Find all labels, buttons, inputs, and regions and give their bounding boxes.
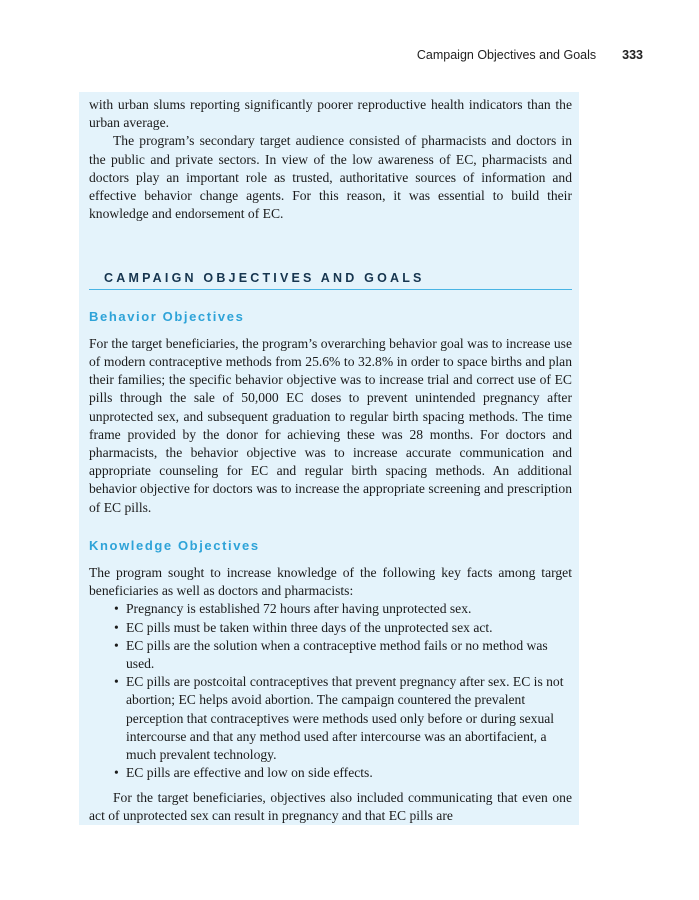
behavior-objectives-heading: Behavior Objectives	[89, 308, 245, 324]
fact-text: EC pills must be taken within three days of the unprotected sex act.	[126, 619, 493, 635]
running-head	[417, 48, 643, 62]
bullet-icon: •	[114, 619, 119, 635]
fact-text: EC pills are postcoital contraceptives that prevent pregnancy after sex. EC is not abortion; EC helps avoid abortion. The campaign countered the prevalent perception that contraceptives were methods used only before or during sexual intercourse and that any method used after intercourse was an abortifacient, a much prevalent technology.	[126, 674, 564, 763]
fact-text: Pregnancy is established 72 hours after having unprotected sex.	[126, 601, 472, 617]
section-heading: CAMPAIGN OBJECTIVES AND GOALS	[89, 269, 572, 289]
list-item	[114, 637, 572, 673]
page-body	[89, 96, 572, 825]
bullet-icon: •	[114, 674, 119, 690]
closing-paragraph: For the target beneficiaries, objectives also included communicating that even one act of unprotected sex can result in pregnancy and that EC pills are	[89, 789, 572, 823]
intro-paragraph-2: The program’s secondary target audience consisted of pharmacists and doctors in the public and private sectors. In view of the low awareness of EC, pharmacists and doctors play an important role as trusted, authoritative sources of information and effective behavior change agents. For this reason, it was essential to build their knowledge and endorsement of EC.	[89, 133, 572, 222]
bullet-icon: •	[114, 637, 119, 653]
page-number: 333	[622, 48, 643, 62]
list-item	[114, 673, 572, 764]
fact-text: EC pills are the solution when a contraceptive method fails or no method was used.	[126, 637, 548, 672]
list-item	[114, 600, 572, 618]
behavior-objectives-paragraph: For the target beneficiaries, the program’s overarching behavior goal was to increase use of modern contraceptive methods from 25.6% to 32.8% in order to space births and plan their families; the specific behavior objective was to increase trial and correct use of EC pills through the sale of 50,000 EC doses to prevent unintended pregnancy after unprotected sex, and subsequent graduation to regular birth spacing methods. The time frame provided by the donor for achieving these was 28 months. For doctors and pharmacists, the behavior objective was to increase accurate communication and appropriate counseling for EC and regular birth spacing methods. An additional behavior objective for doctors was to increase the appropriate screening and prescription of EC pills.	[89, 335, 572, 515]
key-facts-list	[89, 600, 572, 782]
list-item	[114, 619, 572, 637]
knowledge-objectives-intro: The program sought to increase knowledge of the following key facts among target beneficiaries as well as doctors and pharmacists:	[89, 565, 572, 599]
list-item	[114, 764, 572, 782]
bullet-icon: •	[114, 765, 119, 781]
bullet-icon: •	[114, 601, 119, 617]
fact-text: EC pills are effective and low on side effects.	[126, 765, 373, 781]
running-title: Campaign Objectives and Goals	[416, 48, 597, 62]
intro-paragraph-1: with urban slums reporting significantly poorer reproductive health indicators than the urban average.	[89, 97, 572, 131]
knowledge-objectives-heading: Knowledge Objectives	[89, 537, 260, 553]
